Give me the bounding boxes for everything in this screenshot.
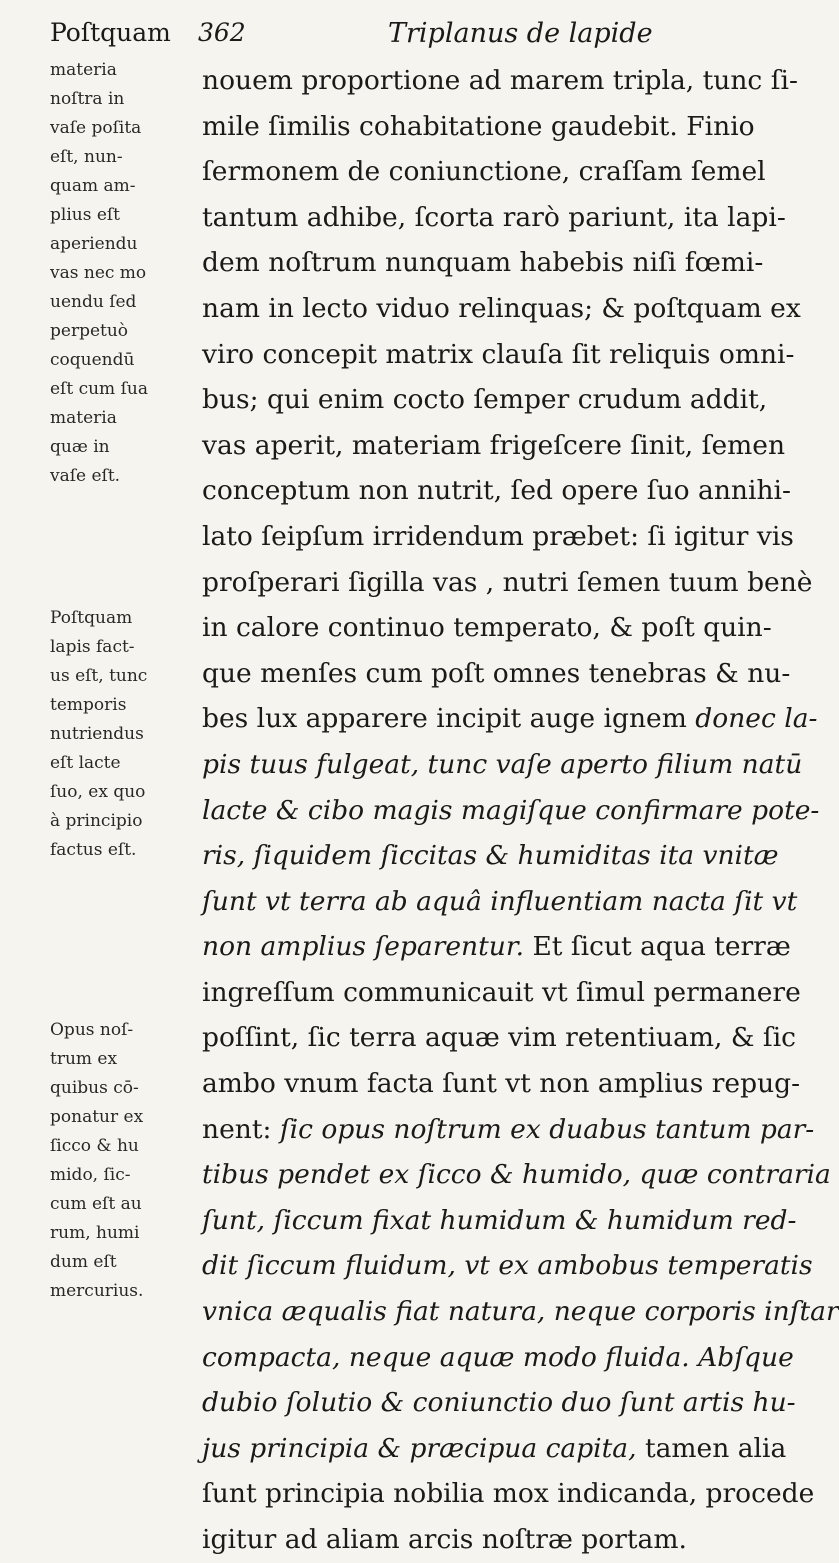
margin-note-line: perpetuò: [50, 321, 129, 341]
text-line: [202, 1517, 762, 1563]
text-line: [202, 423, 786, 469]
text-line: [202, 1426, 787, 1472]
text-line: [202, 1380, 796, 1426]
text-line: [202, 1107, 815, 1153]
text-line: [202, 651, 791, 697]
margin-note-line: mido, ſic-: [50, 1165, 131, 1185]
text-line: [202, 58, 798, 104]
text-line: [202, 1152, 831, 1198]
margin-note-line: vas nec mo: [50, 263, 147, 283]
italic-text-run: ſunt vt terra ab aquâ influentiam nacta ſit vt: [202, 885, 798, 917]
margin-note-line: ſuo, ex quo: [50, 782, 146, 802]
margin-note-line: noſtra in: [50, 89, 125, 109]
margin-note-line: mercurius.: [50, 1281, 144, 1301]
margin-note-line: aperiendu: [50, 234, 138, 254]
italic-text-run: donec la-: [695, 703, 818, 735]
margin-note-line: us eſt, tunc: [50, 666, 148, 686]
text-run: poſſint, ſic terra aquæ vim retentiuam, & ſic: [202, 1022, 797, 1054]
margin-note-line: dum eſt: [50, 1252, 117, 1272]
text-line: [202, 788, 820, 834]
margin-note-line: ſicco & hu: [50, 1136, 139, 1156]
margin-note-line: Poſtquam: [50, 608, 133, 628]
text-line: [202, 195, 786, 241]
text-line: [202, 468, 791, 514]
text-run: conceptum non nutrit, ſed opere ſuo annihi-: [202, 475, 791, 507]
text-line: [202, 696, 818, 742]
text-line: [202, 332, 795, 378]
text-line: [202, 1471, 815, 1517]
margin-note-line: vaſe poſita: [50, 118, 142, 138]
text-line: [202, 833, 779, 879]
text-run: viro concepit matrix clauſa ſit reliquis omni-: [202, 338, 795, 370]
text-run: tantum adhibe, ſcorta rarò pariunt, ita lapi-: [202, 201, 786, 233]
text-run: mile ſimilis cohabitatione gaudebit. Finio: [202, 110, 755, 142]
text-run: ſunt principia nobilia mox indicanda, procede: [202, 1478, 815, 1510]
text-line: [202, 1243, 813, 1289]
margin-note-line: quam am-: [50, 176, 136, 196]
margin-note-line: rum, humi: [50, 1223, 140, 1243]
italic-text-run: lacte & cibo magis magiſque confirmare pote-: [202, 794, 820, 826]
text-run: bus; qui enim cocto ſemper crudum addit,: [202, 384, 768, 416]
margin-note-line: eſt, nun-: [50, 147, 123, 167]
margin-note-line: materia: [50, 60, 117, 80]
text-run: vas aperit, materiam frigeſcere ſinit, ſemen: [202, 429, 786, 461]
text-line: [202, 879, 798, 925]
text-run: in calore continuo temperato, & poſt quin-: [202, 612, 772, 644]
text-line: [202, 149, 766, 195]
text-run: lato ſeipſum irridendum præbet: ſi igitur vis: [202, 520, 794, 552]
text-line: [202, 742, 803, 788]
text-run: tamen alia: [636, 1432, 787, 1464]
margin-note-line: uendu ſed: [50, 292, 137, 312]
margin-note-line: eſt lacte: [50, 753, 121, 773]
text-run: proſperari ſigilla vas , nutri ſemen tuum benè: [202, 566, 813, 598]
margin-note-line: quibus cō-: [50, 1078, 139, 1098]
running-title: Triplanus de lapide: [388, 18, 653, 49]
text-line: [202, 970, 801, 1016]
margin-note-line: nutriendus: [50, 724, 144, 744]
text-line: [202, 514, 794, 560]
text-line: [202, 104, 762, 150]
margin-note-line: trum ex: [50, 1049, 118, 1069]
text-line: [202, 1198, 797, 1244]
margin-note-1: [50, 56, 200, 491]
margin-note-3: [50, 1016, 200, 1306]
text-line: [202, 286, 801, 332]
margin-note-2: [50, 604, 200, 865]
text-run: ingreſſum communicauit vt ſimul permanere: [202, 976, 801, 1008]
margin-note-line: temporis: [50, 695, 127, 715]
italic-text-run: non amplius ſeparentur.: [202, 931, 525, 963]
text-run: ſermonem de coniunctione, craſſam ſemel: [202, 156, 766, 188]
italic-text-run: ris, ſiquidem ſiccitas & humiditas ita vnitæ: [202, 840, 779, 872]
margin-note-line: lapis fact-: [50, 637, 135, 657]
header-catchword: Poſtquam: [50, 18, 171, 47]
main-text: [202, 58, 839, 1563]
text-run: nouem proportione ad marem tripla, tunc ſi-: [202, 65, 798, 96]
margin-note-line: Opus noſ-: [50, 1020, 134, 1040]
text-line: [202, 1335, 794, 1381]
italic-text-run: pis tuus fulgeat, tunc vaſe aperto filium natū: [202, 748, 803, 780]
text-line: [202, 377, 768, 423]
text-run: nam in lecto viduo relinquas; & poſtquam ex: [202, 292, 801, 324]
italic-text-run: dubio ſolutio & coniunctio duo ſunt artis hu-: [202, 1387, 796, 1419]
margin-note-line: plius eſt: [50, 205, 121, 225]
text-line: [202, 1015, 797, 1061]
margin-note-line: quæ in: [50, 437, 110, 457]
running-header: [0, 16, 800, 56]
text-line: [202, 1061, 801, 1107]
italic-text-run: ſic opus noſtrum ex duabus tantum par-: [279, 1113, 815, 1145]
text-run: Et ſicut aqua terræ: [524, 931, 791, 963]
text-line: [202, 240, 762, 286]
margin-note-line: vaſe eſt.: [50, 466, 121, 486]
margin-note-line: factus eſt.: [50, 840, 137, 860]
text-run: igitur ad aliam arcis noſtræ portam.: [202, 1524, 687, 1555]
text-run: ambo vnum facta ſunt vt non amplius repug-: [202, 1068, 801, 1100]
text-line: [202, 924, 791, 970]
italic-text-run: ſunt, ſiccum fixat humidum & humidum red-: [202, 1204, 797, 1236]
text-run: que menſes cum poſt omnes tenebras & nu-: [202, 657, 791, 689]
text-run: nent:: [202, 1113, 280, 1145]
margin-note-line: à principio: [50, 811, 143, 831]
text-line: [202, 1289, 839, 1335]
text-line: [202, 560, 813, 606]
page-number: 362: [198, 18, 246, 47]
margin-note-line: ponatur ex: [50, 1107, 144, 1127]
margin-note-line: materia: [50, 408, 117, 428]
italic-text-run: tibus pendet ex ſicco & humido, quæ contraria: [202, 1159, 831, 1191]
italic-text-run: dit ſiccum fluidum, vt ex ambobus temperatis: [202, 1250, 813, 1282]
italic-text-run: compacta, neque aquæ modo fluida. Abſque: [202, 1341, 794, 1373]
text-run: bes lux apparere incipit auge ignem: [202, 703, 696, 735]
margin-note-line: cum eſt au: [50, 1194, 142, 1214]
text-run: dem noſtrum nunquam habebis niſi fœmi-: [202, 247, 764, 279]
margin-note-line: coquendū: [50, 350, 135, 370]
italic-text-run: vnica æqualis fiat natura, neque corporis inſtar: [202, 1296, 839, 1328]
text-line: [202, 605, 772, 651]
margin-note-line: eſt cum ſua: [50, 379, 148, 399]
italic-text-run: jus principia & præcipua capita,: [202, 1432, 637, 1464]
